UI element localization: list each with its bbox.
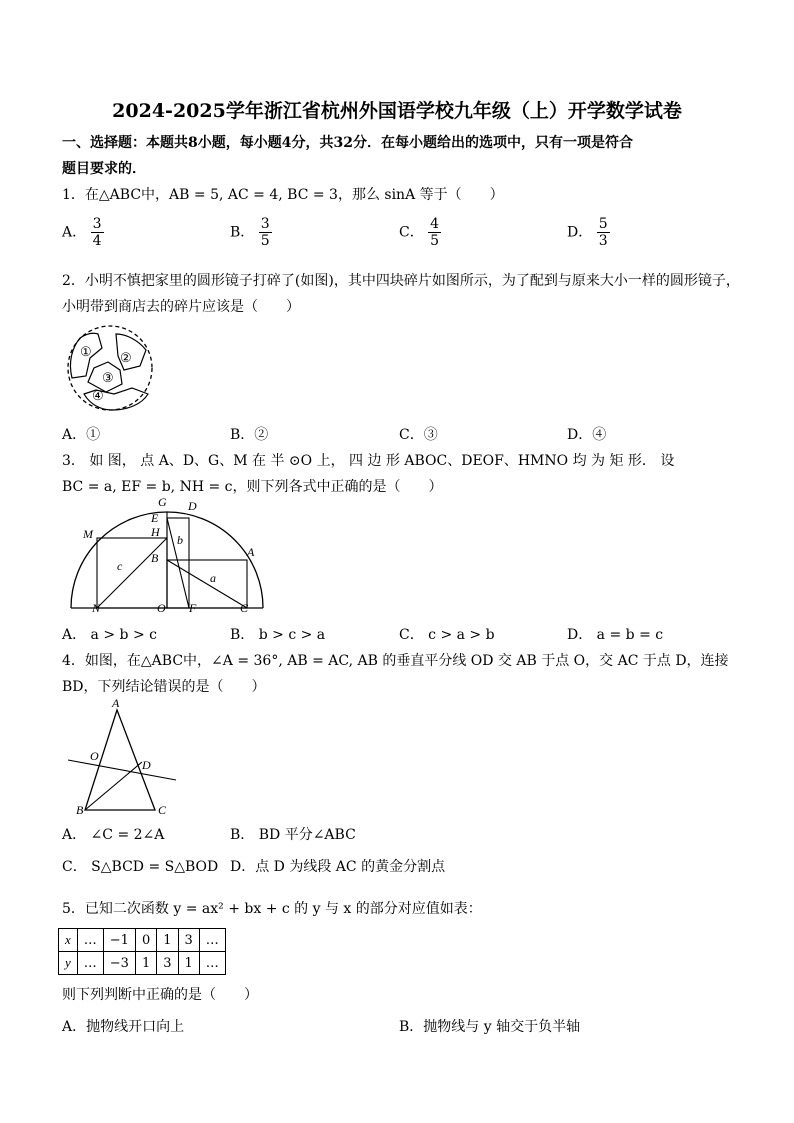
q1-stem: 1．在△ABC中，AB = 5, AC = 4, BC = 3，那么 sinA 等于（ ）: [62, 187, 504, 203]
table-cell: x: [59, 929, 78, 952]
table-cell: 1: [178, 952, 199, 975]
q1-option-b: [230, 216, 272, 249]
broken-mirror-figure: [62, 322, 162, 416]
numerator: 3: [260, 216, 270, 232]
q2-option-a: A．①: [62, 427, 101, 443]
option-label: A．: [62, 224, 87, 241]
q4-stem-line2: BD，下列结论错误的是（ ）: [62, 679, 266, 695]
label-b: b: [177, 533, 183, 547]
q4-option-d: D．点 D 为线段 AC 的黄金分割点: [230, 859, 446, 875]
table-cell: 3: [157, 952, 178, 975]
fragment-label-4: ④: [92, 388, 104, 403]
table-cell: −1: [103, 929, 135, 952]
section-header-line2: 题目要求的．: [62, 161, 146, 177]
fragment-label-1: ①: [80, 344, 92, 359]
denominator: 5: [260, 233, 270, 249]
isosceles-triangle-figure: [62, 696, 182, 820]
label-N: N: [92, 601, 101, 615]
fraction: [428, 216, 441, 249]
q5-option-b: B．抛物线与 y 轴交于负半轴: [399, 1019, 581, 1035]
q5-option-a: A．抛物线开口向上: [62, 1019, 185, 1035]
q1-option-c: [399, 216, 441, 249]
segment-BD: [85, 762, 142, 810]
q2-option-b: B．②: [230, 427, 269, 443]
segment-EF: [167, 518, 189, 608]
label-a: a: [210, 571, 216, 585]
numerator: 4: [430, 216, 440, 232]
table-cell: 3: [178, 929, 199, 952]
numerator: 5: [598, 216, 608, 232]
label-C: C: [158, 803, 167, 817]
segment-NH: [97, 538, 167, 608]
denominator: 5: [430, 233, 440, 249]
label-C: C: [240, 601, 249, 615]
label-A: A: [247, 545, 255, 559]
q3-option-a: A． a > b > c: [62, 627, 157, 643]
label-E: E: [151, 511, 159, 525]
label-A: A: [112, 696, 120, 710]
q1-option-d: [567, 216, 610, 249]
segment-BC: [167, 560, 247, 608]
table-cell: −3: [103, 952, 135, 975]
fraction: [597, 216, 610, 249]
table-cell: 0: [135, 929, 156, 952]
q3-option-c: C． c > a > b: [399, 627, 495, 643]
q4-option-b: B． BD 平分∠ABC: [230, 827, 356, 843]
table-cell: …: [199, 952, 225, 975]
table-cell: …: [77, 929, 103, 952]
label-B: B: [151, 551, 159, 565]
table-row: [59, 929, 226, 952]
label-D: D: [188, 499, 197, 513]
label-O: O: [90, 749, 99, 763]
label-F: F: [189, 601, 197, 615]
q2-stem-line2: 小明带到商店去的碎片应该是（ ）: [62, 299, 300, 315]
table-cell: …: [77, 952, 103, 975]
fraction: [91, 216, 104, 249]
mirror-outline: [68, 326, 152, 410]
q3-option-d: D． a = b = c: [567, 627, 664, 643]
q5-prompt: 则下列判断中正确的是（ ）: [62, 987, 258, 1003]
q3-option-b: B． b > c > a: [230, 627, 326, 643]
page-title: 2024-2025学年浙江省杭州外国语学校九年级（上）开学数学试卷: [112, 100, 682, 122]
q3-stem-line2: BC = a, EF = b, NH = c，则下列各式中正确的是（ ）: [62, 479, 443, 495]
table-cell: y: [59, 952, 78, 975]
label-D: D: [142, 758, 151, 772]
label-M: M: [83, 527, 93, 541]
perpendicular-bisector-OD: [68, 760, 176, 780]
fragment-label-2: ②: [120, 350, 132, 365]
table-cell: …: [199, 929, 225, 952]
table-cell: 1: [157, 929, 178, 952]
label-O: O: [157, 601, 166, 615]
option-label: D．: [567, 224, 593, 241]
denominator: 4: [92, 233, 102, 249]
denominator: 3: [598, 233, 608, 249]
q5-value-table: [58, 928, 226, 975]
table-row: [59, 952, 226, 975]
q4-stem-line1: 4．如图，在△ABC中，∠A = 36°, AB = AC, AB 的垂直平分线 OD 交 AB 于点 O，交 AC 于点 D，连接: [62, 653, 729, 669]
q3-stem-line1: 3． 如 图， 点 A、D、G、M 在 半 ⊙O 上， 四 边 形 ABOC、DEOF、HMNO 均 为 矩 形． 设: [62, 453, 675, 469]
fragment-label-3: ③: [102, 370, 114, 385]
option-label: B．: [230, 224, 255, 241]
label-B: B: [76, 803, 84, 817]
q2-option-d: D．④: [567, 427, 607, 443]
q1-option-a: [62, 216, 104, 249]
q4-option-a: A． ∠C = 2∠A: [62, 827, 165, 843]
fraction: [259, 216, 272, 249]
option-label: C．: [399, 224, 424, 241]
q4-option-c: C． S△BCD = S△BOD: [62, 859, 219, 875]
q2-stem-line1: 2．小明不慎把家里的圆形镜子打碎了(如图)，其中四块碎片如图所示，为了配到与原来大小一样的圆形镜子，: [62, 273, 740, 289]
label-H: H: [151, 525, 160, 539]
label-c: c: [117, 559, 123, 573]
section-header-line1: 一、选择题：本题共8小题，每小题4分，共32分．在每小题给出的选项中，只有一项是符合: [62, 135, 633, 151]
q5-stem: 5．已知二次函数 y = ax² + bx + c 的 y 与 x 的部分对应值如表：: [62, 901, 482, 917]
label-G: G: [158, 495, 167, 509]
table-cell: 1: [135, 952, 156, 975]
semicircle-rectangles-figure: [62, 494, 268, 618]
q2-option-c: C．③: [399, 427, 438, 443]
numerator: 3: [92, 216, 102, 232]
